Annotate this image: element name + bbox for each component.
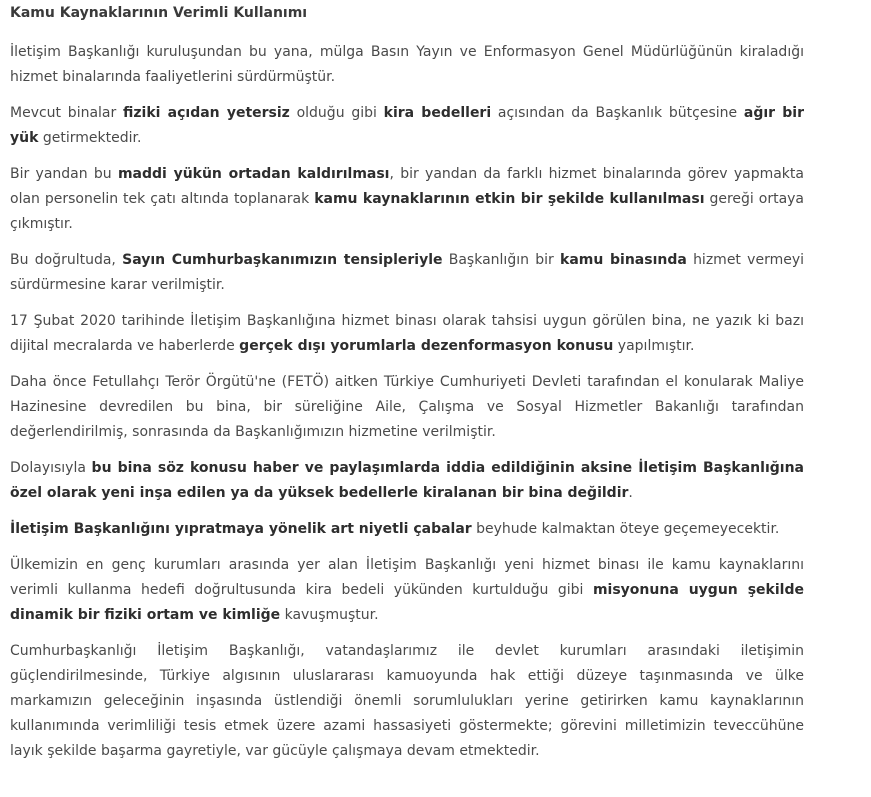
paragraph <box>10 309 804 359</box>
paragraph <box>10 456 804 506</box>
paragraph <box>10 40 804 90</box>
text-run: Başkanlığın bir <box>442 252 561 268</box>
bold-text: kamu binasında <box>560 252 687 268</box>
text-run: Ülkemizin en genç kurumları arasında yer alan İletişim Başkanlığı yeni hizmet binası ile kamu kaynaklarını verimli kullanma hedefi doğrultusunda kira bedeli yükünden kurtulduğu gibi <box>10 557 804 598</box>
text-run: İletişim Başkanlığı kuruluşundan bu yana, mülga Basın Yayın ve Enformasyon Genel Müdürlüğünün kiraladığı hizmet binalarında faaliyetlerini sürdürmüştür. <box>10 44 804 85</box>
paragraph <box>10 248 804 298</box>
text-run: 17 Şubat 2020 tarihinde İletişim Başkanlığına hizmet binası olarak tahsisi uygun görülen bina, ne yazık ki bazı dijital mecralarda ve haberlerde <box>10 313 804 354</box>
text-run: kavuşmuştur. <box>280 607 379 623</box>
text-run: Mevcut binalar <box>10 105 124 121</box>
paragraph <box>10 101 804 151</box>
text-run: Dolayısıyla <box>10 460 92 476</box>
text-run: beyhude kalmaktan öteye geçemeyecektir. <box>471 521 780 537</box>
text-run: . <box>628 485 633 501</box>
bold-text: fiziki açıdan yetersiz <box>123 105 290 121</box>
paragraph <box>10 639 804 764</box>
bold-text: misyonuna uygun şekilde dinamik bir fiziki ortam ve kimliğe <box>10 582 804 623</box>
bold-text: Sayın Cumhurbaşkanımızın tensipleriyle <box>122 252 443 268</box>
paragraph <box>10 517 804 542</box>
bold-text: maddi yükün ortadan kaldırılması <box>117 166 390 182</box>
text-run: açısından da Başkanlık bütçesine <box>491 105 744 121</box>
text-run: yapılmıştır. <box>613 338 695 354</box>
paragraph <box>10 162 804 237</box>
text-run: getirmektedir. <box>38 130 142 146</box>
text-run: Bir yandan bu <box>10 166 118 182</box>
text-run: Cumhurbaşkanlığı İletişim Başkanlığı, vatandaşlarımız ile devlet kurumları arasındaki iletişimin güçlendirilmesinde, Türkiye algısının uluslararası kamuoyunda hak ettiği düzeye taşınmasında ve ülke markamızın geleceğinin inşasında üstlendiği önemli sorumlulukları yerine getirirken kamu kaynaklarının kullanımında verimliliği tesis etmek üzere azami hassasiyeti göstermekte; görevini milletimizin teveccühüne layık şekilde başarma gayretiyle, var gücüyle çalışmaya devam etmektedir. <box>10 643 804 759</box>
text-run: , bir yandan da farklı hizmet binalarında görev yapmakta olan personelin tek çatı altında toplanarak <box>10 166 804 207</box>
bold-text: gerçek dışı yorumlarla dezenformasyon konusu <box>239 338 614 354</box>
text-run: gereği ortaya çıkmıştır. <box>10 191 805 232</box>
text-run: hizmet vermeyi sürdürmesine karar verilmiştir. <box>10 252 805 293</box>
text-run: Daha önce Fetullahçı Terör Örgütü'ne (FETÖ) aitken Türkiye Cumhuriyeti Devleti tarafından el konularak Maliye Hazinesine devredilen bu bina, bir süreliğine Aile, Çalışma ve Sosyal Hizmetler Bakanlığı tarafından değerlendirilmiş, sonrasında da Başkanlığımızın hizmetine verilmiştir. <box>10 374 804 440</box>
paragraph <box>10 553 804 628</box>
text-run: Bu doğrultuda, <box>10 252 123 268</box>
bold-text: kamu kaynaklarının etkin bir şekilde kullanılması <box>314 191 705 207</box>
paragraph <box>10 370 804 445</box>
bold-text: bu bina söz konusu haber ve paylaşımlarda iddia edildiğinin aksine İletişim Başkanlığına özel olarak yeni inşa edilen ya da yüksek bedellerle kiralanan bir bina değildir <box>10 460 804 501</box>
article-body <box>10 40 804 764</box>
bold-text: kira bedelleri <box>383 105 492 121</box>
article-title: Kamu Kaynaklarının Verimli Kullanımı <box>10 5 308 21</box>
text-run: olduğu gibi <box>289 105 384 121</box>
bold-text: İletişim Başkanlığını yıpratmaya yönelik art niyetli çabalar <box>10 521 472 537</box>
bold-text: ağır bir yük <box>10 105 804 146</box>
